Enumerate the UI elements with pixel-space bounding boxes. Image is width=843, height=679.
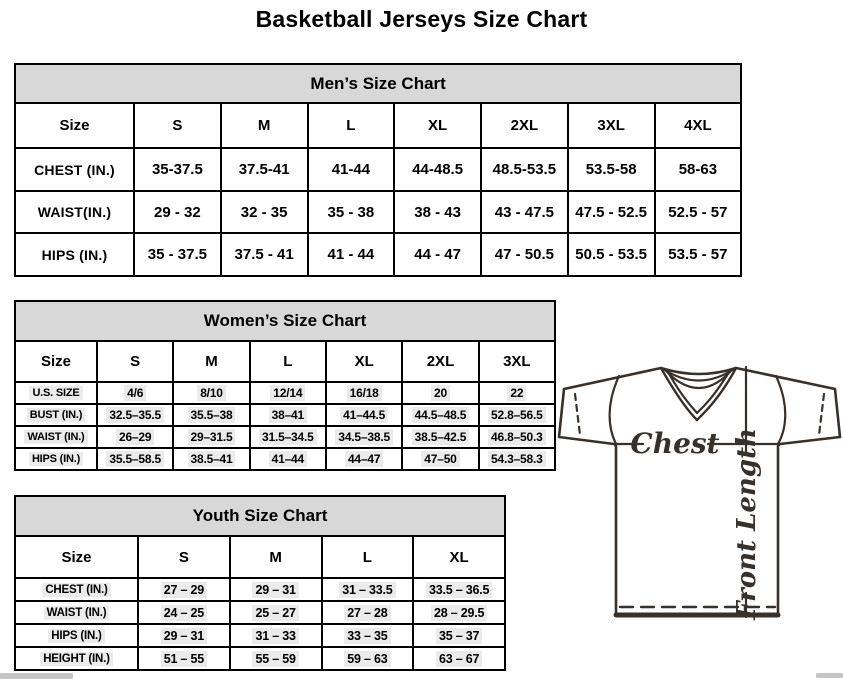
table-row	[15, 624, 505, 647]
cell-value-text: 31 – 33	[252, 628, 298, 644]
womens-ussize-label	[15, 382, 97, 404]
cell-value-text: 29–31.5	[188, 429, 236, 445]
youth-col-m: M	[230, 536, 322, 578]
table-row	[15, 448, 555, 470]
cell-value: 52.5 - 57	[655, 191, 742, 233]
cell-value-text: 54.3–58.3	[488, 451, 546, 467]
table-row	[15, 148, 828, 191]
jersey-measurement-diagram	[556, 356, 843, 668]
cell-value	[250, 448, 326, 470]
h-scrollbar-thumb-left[interactable]	[0, 673, 73, 679]
cell-value-text: 44–47	[345, 451, 383, 467]
front-length-measure-label: Front Length	[732, 428, 762, 620]
table-row	[15, 426, 555, 448]
cell-value	[326, 404, 402, 426]
womens-bust-label	[15, 404, 97, 426]
womens-col-s: S	[97, 341, 173, 382]
table-row	[15, 404, 555, 426]
cell-value-text: 12/14	[270, 385, 305, 401]
cell-value: 37.5 - 41	[221, 233, 308, 276]
cell-value: 43 - 47.5	[481, 191, 568, 233]
cell-value	[173, 404, 249, 426]
womens-waist-label	[15, 426, 97, 448]
cell-value	[402, 404, 478, 426]
cell-value	[413, 647, 505, 670]
cell-value-text: 35.5–38	[188, 407, 236, 423]
cell-value	[97, 448, 173, 470]
cell-value-text: 31 – 33.5	[339, 582, 395, 598]
cell-value-text: 52.8–56.5	[488, 407, 546, 423]
cell-value-text: 26–29	[116, 429, 154, 445]
cell-value	[479, 404, 555, 426]
womens-col-size: Size	[15, 341, 97, 382]
youth-col-l: L	[322, 536, 414, 578]
table-row	[15, 191, 828, 233]
cell-value	[479, 426, 555, 448]
cell-value: 35 - 37.5	[134, 233, 221, 276]
row-label-text: HIPS (IN.)	[48, 629, 104, 643]
cell-value: 41-44	[308, 148, 395, 191]
cell-value	[173, 382, 249, 404]
cell-value	[402, 382, 478, 404]
mens-col-xl: XL	[394, 103, 481, 148]
youth-height-label	[15, 647, 138, 670]
mens-col-2xl: 2XL	[481, 103, 568, 148]
cell-value-text: 28 – 29.5	[431, 605, 487, 621]
cell-value	[230, 624, 322, 647]
womens-col-xl: XL	[326, 341, 402, 382]
cell-value: 38 - 43	[394, 191, 481, 233]
row-label-text: U.S. SIZE	[29, 386, 82, 400]
youth-col-s: S	[138, 536, 230, 578]
mens-size-table	[14, 63, 829, 277]
cell-value	[326, 448, 402, 470]
cell-value	[138, 647, 230, 670]
mens-col-4xl: 4XL	[655, 103, 742, 148]
table-row	[15, 233, 828, 276]
mens-chest-label: CHEST (IN.)	[15, 148, 134, 191]
cell-value-text: 25 – 27	[252, 605, 298, 621]
row-label-text: WAIST (IN.)	[24, 430, 87, 444]
cell-value: 50.5 - 53.5	[568, 233, 655, 276]
cell-value	[250, 426, 326, 448]
cell-value-text: 35 – 37	[436, 628, 482, 644]
cell-value	[138, 624, 230, 647]
cell-value: 53.5 - 57	[655, 233, 742, 276]
cell-value	[322, 647, 414, 670]
cell-value	[479, 382, 555, 404]
cell-value-text: 27 – 28	[344, 605, 390, 621]
youth-size-table	[14, 495, 506, 671]
cell-value-text: 31.5–34.5	[259, 429, 317, 445]
cell-value	[326, 426, 402, 448]
youth-table-title: Youth Size Chart	[15, 496, 505, 536]
cell-value	[230, 647, 322, 670]
youth-hips-label	[15, 624, 138, 647]
cell-value-text: 41–44.5	[340, 407, 388, 423]
cell-value-text: 38.5–41	[188, 451, 236, 467]
cell-value	[97, 426, 173, 448]
cell-value	[250, 382, 326, 404]
cell-value-text: 41–44	[269, 451, 307, 467]
cell-value	[230, 601, 322, 624]
cell-value-text: 46.8–50.3	[488, 429, 546, 445]
cell-value-text: 32.5–35.5	[106, 407, 164, 423]
mens-col-3xl: 3XL	[568, 103, 655, 148]
cell-value-text: 22	[507, 385, 526, 401]
cell-value-text: 27 – 29	[161, 582, 207, 598]
cell-value	[479, 448, 555, 470]
cell-value	[97, 404, 173, 426]
mens-col-l: L	[308, 103, 395, 148]
table-row	[15, 601, 505, 624]
cell-value-text: 51 – 55	[161, 651, 207, 667]
cell-value: 47.5 - 52.5	[568, 191, 655, 233]
mens-col-size: Size	[15, 103, 134, 148]
mens-col-m: M	[221, 103, 308, 148]
cell-value	[322, 578, 414, 601]
jersey-diagram-icon	[556, 356, 843, 668]
table-row	[15, 382, 555, 404]
cell-value-text: 24 – 25	[161, 605, 207, 621]
cell-value-text: 38.5–42.5	[412, 429, 470, 445]
cell-value-text: 8/10	[197, 385, 226, 401]
row-label-text: HIPS (IN.)	[29, 452, 83, 466]
cell-value	[402, 448, 478, 470]
cell-value-text: 16/18	[347, 385, 382, 401]
womens-col-l: L	[250, 341, 326, 382]
cell-value-text: 35.5–58.5	[106, 451, 164, 467]
cell-value	[322, 624, 414, 647]
cell-value	[97, 382, 173, 404]
womens-size-table	[14, 300, 556, 471]
table-row	[15, 647, 505, 670]
cell-value-text: 34.5–38.5	[335, 429, 393, 445]
cell-value: 35-37.5	[134, 148, 221, 191]
mens-hips-label: HIPS (IN.)	[15, 233, 134, 276]
mens-col-s: S	[134, 103, 221, 148]
cell-value	[326, 382, 402, 404]
cell-value: 35 - 38	[308, 191, 395, 233]
cell-value	[413, 578, 505, 601]
cell-value	[173, 448, 249, 470]
cell-value	[402, 426, 478, 448]
cell-value-text: 20	[431, 385, 450, 401]
cell-value-text: 59 – 63	[344, 651, 390, 667]
cell-value	[138, 601, 230, 624]
cell-value-text: 33 – 35	[344, 628, 390, 644]
youth-waist-label	[15, 601, 138, 624]
cell-value: 29 - 32	[134, 191, 221, 233]
row-label-text: WAIST (IN.)	[44, 606, 110, 620]
cell-value	[322, 601, 414, 624]
mens-waist-label: WAIST(IN.)	[15, 191, 134, 233]
cell-value: 37.5-41	[221, 148, 308, 191]
cell-value: 44-48.5	[394, 148, 481, 191]
womens-hips-label	[15, 448, 97, 470]
h-scrollbar-thumb-right[interactable]	[816, 673, 843, 678]
cell-value	[413, 624, 505, 647]
cell-value: 44 - 47	[394, 233, 481, 276]
cell-value-text: 4/6	[124, 385, 146, 401]
table-row	[15, 578, 505, 601]
mens-table-title: Men’s Size Chart	[15, 64, 741, 103]
row-label-text: HEIGHT (IN.)	[40, 652, 113, 666]
youth-col-size: Size	[15, 536, 138, 578]
row-label-text: BUST (IN.)	[27, 408, 85, 422]
womens-table-title: Women’s Size Chart	[15, 301, 555, 341]
cell-value	[250, 404, 326, 426]
cell-value-text: 38–41	[269, 407, 307, 423]
youth-chest-label	[15, 578, 138, 601]
cell-value: 32 - 35	[221, 191, 308, 233]
chest-measure-label: Chest	[630, 427, 720, 460]
cell-value-text: 33.5 – 36.5	[426, 582, 492, 598]
cell-value-text: 47–50	[421, 451, 459, 467]
womens-col-2xl: 2XL	[402, 341, 478, 382]
cell-value-text: 29 – 31	[161, 628, 207, 644]
cell-value: 48.5-53.5	[481, 148, 568, 191]
cell-value-text: 55 – 59	[252, 651, 298, 667]
cell-value: 41 - 44	[308, 233, 395, 276]
cell-value-text: 29 – 31	[252, 582, 298, 598]
cell-value	[413, 601, 505, 624]
cell-value	[138, 578, 230, 601]
cell-value: 47 - 50.5	[481, 233, 568, 276]
cell-value-text: 44.5–48.5	[412, 407, 470, 423]
cell-value	[173, 426, 249, 448]
cell-value-text: 63 – 67	[436, 651, 482, 667]
youth-col-xl: XL	[413, 536, 505, 578]
cell-value: 53.5-58	[568, 148, 655, 191]
row-label-text: CHEST (IN.)	[42, 583, 110, 597]
cell-value: 58-63	[655, 148, 742, 191]
womens-col-m: M	[173, 341, 249, 382]
cell-value	[230, 578, 322, 601]
womens-col-3xl: 3XL	[479, 341, 555, 382]
page-title: Basketball Jerseys Size Chart	[255, 6, 588, 32]
